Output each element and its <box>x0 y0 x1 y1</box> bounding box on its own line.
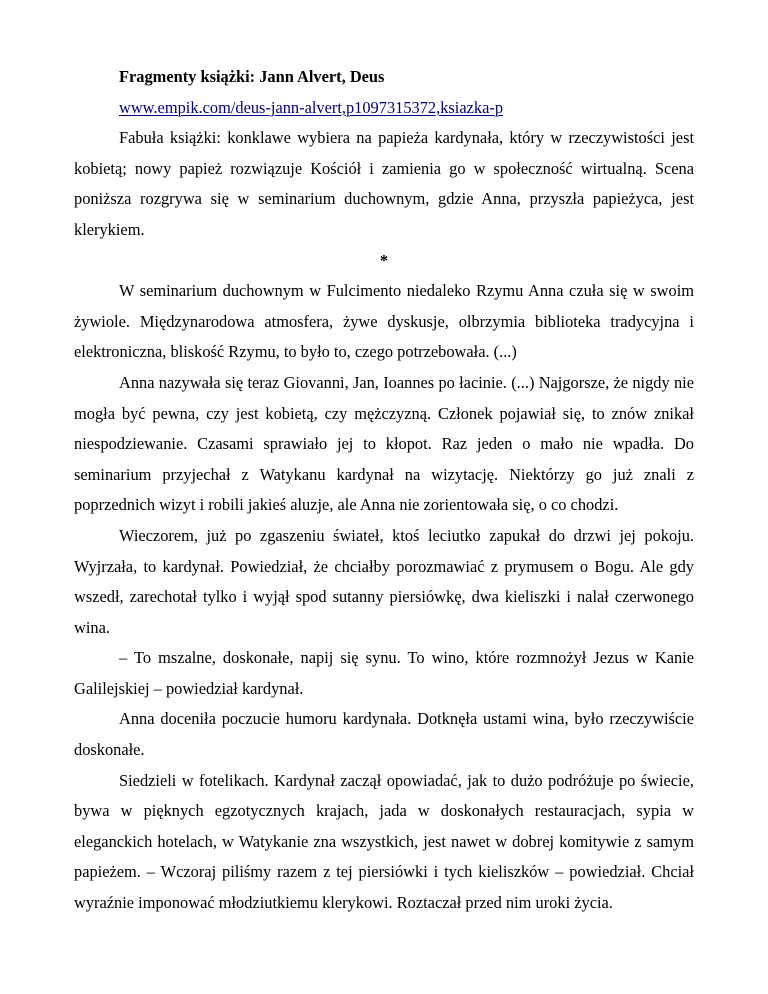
source-link[interactable]: www.empik.com/deus-jann-alvert,p1097315372,ksiazka-p <box>119 97 504 117</box>
paragraph: W seminarium duchownym w Fulcimento niedaleko Rzymu Anna czuła się w swoim żywiole. Międzynarodowa atmosfera, żywe dyskusje, olbrzymia biblioteka tradycyjna i elektroniczna, bliskość Rzymu, to było to, czego potrzebowała. (...) <box>74 281 694 362</box>
paragraph-synopsis: Fabuła książki: konklawe wybiera na papieża kardynała, który w rzeczywistości jest kobietą; nowy papież rozwiązuje Kościół i zamienia go w społeczność wirtualną. Scena poniższa rozgrywa się w seminarium duchownym, gdzie Anna, przyszła papieżyca, jest klerykiem. <box>74 128 694 239</box>
section-separator: * <box>379 250 389 270</box>
paragraph: Wieczorem, już po zgaszeniu świateł, ktoś leciutko zapukał do drzwi jej pokoju. Wyjrzała, to kardynał. Powiedział, że chciałby porozmawiać z prymusem o Bogu. Ale gdy wszedł, zarechotał tylko i wyjął spod sutanny piersiówkę, dwa kieliszki i nalał czerwonego wina. <box>74 525 694 637</box>
paragraph: Anna doceniła poczucie humoru kardynała. Dotknęła ustami wina, było rzeczywiście doskonałe. <box>74 709 694 760</box>
paragraph: Anna nazywała się teraz Giovanni, Jan, Ioannes po łacinie. (...) Najgorsze, że nigdy nie mogła być pewna, czy jest kobietą, czy mężczyzną. Członek pojawiał się, to znów znikał niespodziewanie. Czasami sprawiało jej to kłopot. Raz jeden o mało nie wpadła. Do seminarium przyjechał z Watykanu kardynał na wizytację. Niektórzy go już znali z poprzednich wizyt i robili jakieś aluzje, ale Anna nie zorientowała się, o co chodzi. <box>74 372 694 515</box>
document-title: Fragmenty książki: Jann Alvert, Deus <box>119 67 385 86</box>
source-link-line <box>74 93 694 124</box>
paragraph: – To mszalne, doskonałe, napij się synu. To wino, które rozmnożył Jezus w Kanie Galilejskiej – powiedział kardynał. <box>74 648 694 698</box>
paragraph: Siedzieli w fotelikach. Kardynał zaczął opowiadać, jak to dużo podróżuje po świecie, bywa w pięknych egzotycznych krajach, jada w doskonałych restauracjach, sypia w eleganckich hotelach, w Watykanie zna wszystkich, jest nawet w dobrej komitywie z samym papieżem. – Wczoraj piliśmy razem z tej piersiówki i tych kieliszków – powiedział. Chciał wyraźnie imponować młodziutkiemu klerykowi. Roztaczał przed nim uroki życia. <box>74 770 694 913</box>
document-page <box>74 62 694 919</box>
